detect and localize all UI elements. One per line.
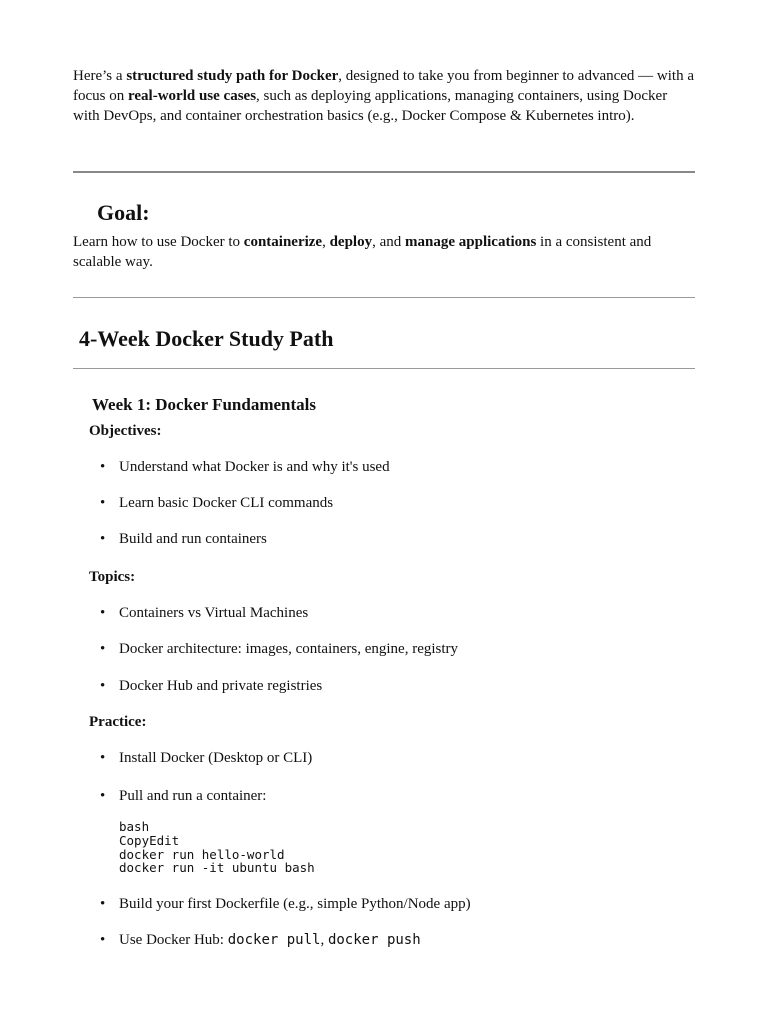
list-item-text: Containers vs Virtual Machines [119, 605, 309, 621]
list-item-text: Build your first Dockerfile (e.g., simple Python/Node app) [119, 896, 471, 912]
bullet: • [100, 932, 106, 948]
list-item-text: Pull and run a container: [119, 788, 267, 804]
bullet: • [100, 641, 106, 657]
intro-text: , such as deploying applications, managing containers, using Docker with DevOps, and container orchestration basics (e.g., Docker Compose & Kubernetes intro). [73, 88, 668, 124]
goal-text: , [322, 234, 330, 250]
bullet: • [100, 605, 106, 621]
bullet: • [100, 896, 106, 912]
list-item-text: Docker Hub and private registries [119, 678, 323, 694]
goal-bold-containerize: containerize [243, 234, 323, 250]
intro-bold-study-path: structured study path for Docker [126, 68, 339, 84]
goal-bold-manage: manage applications [405, 234, 537, 250]
code-line: CopyEdit [119, 832, 180, 848]
topics-label: Topics: [89, 569, 136, 585]
inline-code: docker pull [227, 932, 321, 948]
bullet: • [100, 495, 106, 511]
code-block [119, 820, 315, 875]
list-item-text: Install Docker (Desktop or CLI) [119, 750, 313, 766]
goal-text: , and [372, 234, 406, 250]
week1-heading: Week 1: Docker Fundamentals [92, 395, 316, 414]
goal-text: Learn how to use Docker to [73, 234, 244, 250]
list-item-text: Build and run containers [119, 531, 267, 547]
intro-bold-use-cases: real-world use cases [128, 88, 257, 104]
bullet: • [100, 531, 106, 547]
intro-text: Here’s a [73, 68, 127, 84]
goal-bold-deploy: deploy [329, 234, 373, 250]
divider [73, 368, 695, 369]
study-path-heading: 4-Week Docker Study Path [79, 326, 334, 351]
goal-text: in a consistent and scalable way. [73, 234, 652, 270]
intro-paragraph [73, 66, 695, 126]
list-item-text: Docker architecture: images, containers, engine, registry [119, 641, 459, 657]
intro-text: , designed to take you from beginner to advanced — with a focus on [73, 68, 694, 104]
code-line: docker run hello-world [119, 846, 285, 862]
goal-heading: Goal: [97, 200, 150, 225]
bullet: • [100, 788, 106, 804]
bullet: • [100, 750, 106, 766]
divider [73, 297, 695, 298]
code-line: bash [119, 819, 150, 834]
bullet: • [100, 678, 106, 694]
hub-text: , [320, 932, 328, 948]
list-item-text: Understand what Docker is and why it's used [119, 459, 390, 475]
divider [73, 171, 695, 173]
list-item-text: Learn basic Docker CLI commands [119, 495, 334, 511]
goal-paragraph [73, 232, 695, 272]
inline-code: docker push [327, 932, 421, 948]
practice-label: Practice: [89, 714, 147, 730]
objectives-label: Objectives: [89, 423, 162, 439]
bullet: • [100, 459, 106, 475]
list-item-text [119, 930, 421, 950]
hub-text: Use Docker Hub: [119, 932, 228, 948]
code-line: docker run -it ubuntu bash [119, 860, 315, 876]
